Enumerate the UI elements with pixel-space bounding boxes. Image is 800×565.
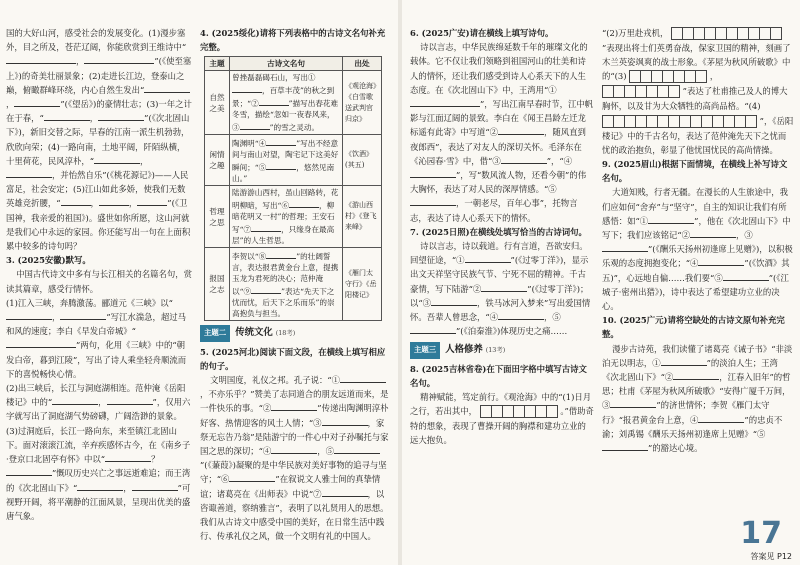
- text: ”慨叹历史兴亡之事远逝难追；而王湾的《次北固山下》“: [6, 468, 191, 493]
- text: ，并怡然自乐”(《桃花源记》)——人民富足，社会安定；(5)江山如此多娇，使我们无数英雄竞折腰，“: [6, 170, 189, 209]
- blank: [271, 401, 317, 411]
- blank: [322, 416, 368, 426]
- poem-passage-line: [6, 26, 192, 253]
- blank: [98, 111, 144, 121]
- text: 漫步古诗苑，我们读懂了诸葛亮《诫子书》“非淡泊无以明志，①: [602, 343, 793, 368]
- table-row: [205, 248, 382, 321]
- blank: [132, 481, 178, 491]
- source-cell: 《游山西村》《登飞来峰》: [343, 186, 382, 248]
- text: ，⑤: [544, 312, 561, 323]
- text: ”(《卫国神，我亲爱的祖国》)。盛世如你所愿，这山河就是我们心中永远的家园。你还能写出一句在上面积累中较多的诗句吗？: [6, 198, 191, 252]
- blank: [698, 256, 744, 266]
- blank: [498, 310, 544, 320]
- page-number-large: 17: [740, 516, 782, 551]
- text: ”的忠贞不渝；刘禹锡《酬乐天扬州初逢席上见赠》“⑤: [602, 414, 783, 439]
- theme-cell: 哲理之思: [205, 186, 230, 248]
- blank: [410, 168, 456, 178]
- blank: [14, 97, 60, 107]
- blank: [6, 338, 76, 348]
- text: ”，他在《次北固山下》中写下；我们应该铭记“②: [602, 215, 791, 241]
- text: ”(《江城子·密州出猎》)，诗中表达了希望建功立业的决心。: [602, 272, 789, 312]
- text: ，一朝老尽，百年心事”，托物言志，表达了诗人心系天下的情怀。: [410, 198, 578, 223]
- text: 诗以言志，中华民族绵延数千年的璀璨文化的载体。它不仅让我们领略到祖国河山的壮美和诗人的情怀，还让我们感受到诗人心系天下的人生态度。在《次北固山下》中，王湾用“①: [410, 42, 588, 95]
- text: ”，《岳阳楼记》中的千古名句，表达了范仲淹先天下之忧而忧的政治抱负，彰显了他忧国忧民的高尚情操。: [602, 115, 794, 155]
- blank: [6, 168, 52, 178]
- text: ”，“④: [546, 155, 573, 166]
- theme-cell: 自然之美: [205, 71, 230, 135]
- theme-cell: 闲情之趣: [205, 135, 230, 186]
- text: 大道知贱，行者无疆。在漫长的人生旅途中，我们应如何“舍弃”与“坚守”，自主的知识让我们有所感悟：如“①: [602, 187, 788, 226]
- text: ，③: [736, 230, 753, 241]
- text: ”写江水湍急，超过马和风的速度；李白《早发白帝城》“: [6, 312, 187, 337]
- text: ”写出不经意间与南山对望，陶宅记下这美好瞬间；“⑤: [232, 139, 339, 173]
- text: ，: [52, 312, 61, 323]
- text: ”(《蒹葭》)凝聚的是中华民族对美好事物的追寻与坚守；“⑥: [200, 460, 387, 485]
- text: ”(《饮酒》其五)”，心远地自偏……我们要“⑤: [602, 258, 790, 283]
- blank: [266, 160, 296, 170]
- blank: [84, 54, 154, 64]
- blank: [105, 452, 151, 462]
- answer-grid: [480, 405, 558, 418]
- text: ”的济世情怀；李贺《雁门太守行》“报君黄金台上意，④: [602, 400, 770, 425]
- blank: [289, 198, 319, 208]
- text: ”的壮阔誓言，表达报君黄金台上意，提携玉龙为君死的决心；范仲淹以“⑨: [232, 252, 339, 297]
- section-title: 人格修养: [445, 344, 483, 356]
- blank: [465, 253, 511, 263]
- text: 陶渊明“④: [232, 139, 267, 149]
- text: ”(《过零丁洋》)；以“③: [410, 283, 589, 308]
- text: ，只缘身在最高层”的人生哲思。: [232, 225, 335, 246]
- text: 文明国度，礼仪之邦。孔子说：“①: [210, 375, 340, 386]
- question-10-body: [602, 342, 794, 456]
- blank: [698, 413, 744, 423]
- blank: [229, 472, 275, 482]
- question-9-body: [602, 185, 794, 313]
- text: 曾挫磊磊碣石山，写出①: [232, 73, 316, 83]
- right-page: [402, 0, 800, 565]
- blank: [251, 284, 281, 294]
- text: ，: [89, 113, 99, 124]
- text: 陆游游山西村，虽山回路转，花明柳暗，写出“⑥: [232, 188, 339, 211]
- section-tag: 主题二: [200, 325, 230, 341]
- section-tag: 主题三: [410, 342, 440, 358]
- text: ”(《泊秦淮》)体现历史之痛……: [456, 326, 568, 337]
- blank: [481, 282, 527, 292]
- text: ”(《酬乐天扬州初逢席上见赠》)，以积极乐观的态度拥抱变化；“④: [602, 244, 793, 269]
- text: (3)过洞庭后，长江一路向东，来至镇江北固山下。面对滚滚江流，辛弃疾感怀古今，在《南乡子·登京口北固亭有怀》中以“: [6, 425, 191, 465]
- text: ，⑤: [317, 446, 335, 457]
- blank: [610, 398, 656, 408]
- blank: [723, 271, 769, 281]
- answer-grid: [602, 85, 680, 98]
- blank: [240, 120, 270, 130]
- question-7-body: [410, 239, 594, 338]
- blank: [266, 249, 296, 259]
- text: 李贺以“⑧: [232, 252, 267, 262]
- blank: [690, 228, 736, 238]
- theme-cell: 报国之志: [205, 248, 230, 321]
- table-header-cell: 古诗文名句: [230, 57, 343, 71]
- blank: [322, 487, 368, 497]
- text: 国的大好山河，感受社会的发展变化。(1)漫步塞外，目之所及，苍茫辽阔，你能欣赏到王维诗中“: [6, 28, 187, 53]
- section-header-character: [410, 342, 594, 358]
- answer-reference: 答案见 P12: [750, 552, 792, 561]
- blank: [501, 154, 547, 164]
- left-column-2: [200, 26, 390, 543]
- blank: [648, 214, 694, 224]
- text: ，以咨诹善道，察纳雅言”，表明了以礼贤用人的思想。我们从古诗文中感受中国的美好，在日常生活中践行、传承礼仪之风，做一个文明有礼的中国人。: [200, 488, 389, 542]
- blank: [6, 466, 52, 476]
- blank: [251, 222, 281, 232]
- table-row: [205, 186, 382, 248]
- answer-grid: [671, 27, 782, 40]
- text: ”，写“数风流人物，还看今朝”的伟大胸怀，表达了对人民的深厚情感。“⑤: [410, 170, 587, 195]
- section-count: (18考): [275, 329, 296, 338]
- answer-grid: [602, 115, 757, 128]
- text: ，: [140, 155, 149, 166]
- blank: [602, 441, 648, 451]
- blank: [99, 196, 129, 206]
- blank: [410, 97, 480, 107]
- blank: [673, 370, 719, 380]
- text: ，: [98, 397, 107, 408]
- question-5-body: [200, 373, 390, 543]
- lines-cell: [230, 71, 343, 135]
- blank: [661, 356, 707, 366]
- question-4-title: 4. (2025绥化)请将下列表格中的古诗文名句补充完整。: [200, 28, 386, 53]
- text: ”传递出陶渊明淳朴好客、热情迎客的风土人情；“③: [200, 403, 389, 428]
- text: ，家祭无忘告乃翁”是陆游宁的一件心中对子孙嘱托与家国之思的深切；“④: [200, 417, 389, 457]
- table-row: [205, 135, 382, 186]
- blank: [144, 83, 190, 93]
- blank: [498, 125, 544, 135]
- blank: [410, 196, 456, 206]
- blank: [431, 296, 477, 306]
- blank: [334, 444, 380, 454]
- text: ，: [123, 482, 132, 493]
- lines-cell: [230, 248, 343, 321]
- text: ，悠然见南山。”: [232, 163, 335, 184]
- blank: [77, 481, 123, 491]
- table-header-cell: 出处: [343, 57, 382, 71]
- blank: [94, 154, 140, 164]
- blank: [60, 310, 106, 320]
- text: ，江春入旧年”的哲思；杜甫《茅屋为秋风所破歌》“安得广厦千万间，③: [602, 372, 791, 411]
- question-3-part-2: [6, 381, 192, 424]
- text: 精神赋能，笃定前行。《观沧海》中的“(1)日月之行，若出其中，: [410, 392, 592, 417]
- text: 诗以言志，诗以载道。行有言道，吾欲安归。回望征途，“①: [410, 241, 588, 266]
- blank: [6, 310, 52, 320]
- answer-grid: [629, 70, 707, 83]
- text: ，: [90, 198, 99, 209]
- question-9-title: 9. (2025眉山)根据下面情境，在横线上补写诗文名句。: [602, 159, 788, 184]
- text: ”可视野开阔，将平潮静的江面风景，呈现出优美的盛唐气象。: [6, 482, 191, 521]
- question-7-title: 7. (2025日照)在横线处填写恰当的古诗词句。: [410, 226, 587, 237]
- blank: [340, 373, 386, 383]
- text: ？: [151, 454, 160, 465]
- section-header-traditional-culture: [200, 325, 390, 341]
- text: ”描写出春花难冬雪，描绘“忽如一夜春风来，③: [232, 99, 339, 133]
- left-column-1: [6, 26, 192, 523]
- text: ”的豁达心境。: [648, 443, 703, 454]
- text: ”表现出将士们英勇奋战，保家卫国的精神，刻画了木兰英姿飒爽的战士形象。《茅屋为秋风所破歌》中的“(3): [602, 43, 791, 82]
- right-column-1: [410, 26, 594, 448]
- table-row: [205, 71, 382, 135]
- question-3-part-3: [6, 424, 192, 523]
- left-page: [0, 0, 398, 565]
- text: ，: [6, 99, 15, 110]
- blank: [52, 395, 98, 405]
- table-header-cell: 主题: [205, 57, 230, 71]
- source-cell: 《饮酒》(其五): [343, 135, 382, 186]
- blank: [410, 324, 456, 334]
- text: ”，仅用六字就写出了洞庭湖气势磅礴，广阔浩渺的景象。: [6, 397, 191, 422]
- text: ”，写出江南早春时节，江中帆影与江面辽阔的景致。李白在《闻王昌龄左迁龙标遥有此寄》中写道“②: [410, 99, 594, 138]
- question-8-continued: [602, 26, 794, 157]
- text: 。”借助奇特的想象，表现了曹操开阔的胸襟和建功立业的远大抱负。: [410, 406, 594, 446]
- text: ”(《使至塞上》)的奇美壮丽景象；(2)走进长江边，登泰山之巅，俯瞰群峰环绕，内心自然生发出“: [6, 56, 192, 95]
- source-cell: 《雁门太守行》《岳阳楼记》: [343, 248, 382, 321]
- text: (2)出三峡后，长江与洞庭湖相连。范仲淹《岳阳楼记》中的“: [6, 383, 186, 408]
- question-8-title: 8. (2025吉林省卷)在下面田字格中填写古诗文名句。: [410, 363, 587, 388]
- blank: [271, 444, 317, 454]
- text: ”的雪之灵动。: [269, 123, 320, 133]
- text: “(2)万里赴戎机，: [602, 28, 669, 38]
- text: ，: [709, 71, 719, 82]
- poem-table: [204, 56, 382, 321]
- text: ”的淡泊人生；王湾《次北固山下》“②: [602, 357, 778, 383]
- blank: [107, 395, 153, 405]
- lines-cell: [230, 186, 343, 248]
- text: ”(《次北固山下》)，新旧交替之际，早春的江南一派生机勃勃，欣欣向荣；(4)一路向南，土地平阔，阡陌纵横，十里荷花，民风淳朴，“: [6, 113, 190, 166]
- text: ，: [128, 198, 138, 209]
- lines-cell: [230, 135, 343, 186]
- text: ”两句，化用《三峡》中的“朝发白帝，暮到江陵”，写出了诗人乘坐轻舟顺流而下的喜悦畅快心情。: [6, 340, 187, 379]
- question-10-title: 10. (2025广元)请将空缺处的古诗文原句补充完整。: [602, 315, 785, 340]
- text: ，: [76, 56, 85, 67]
- blank: [6, 54, 76, 64]
- text: ”表达了杜甫推己及人的博大胸怀，以及甘为大众牺牲的高尚品格。“(4): [602, 86, 788, 112]
- blank: [259, 96, 289, 106]
- section-count: (13考): [485, 346, 506, 355]
- section-title: 传统文化: [235, 327, 273, 339]
- question-5-title: 5. (2025河北)阅读下面文段，在横线上填写相应的句子。: [200, 346, 386, 371]
- blank: [232, 83, 262, 93]
- blank: [61, 196, 91, 206]
- right-column-2: [602, 26, 794, 455]
- question-8-body: [410, 390, 594, 448]
- question-3-intro: 中国古代诗文中多有与长江相关的名篇名句，赏读其篇章，感受行情怀。: [6, 269, 192, 294]
- text: ，柳暗花明又一村”的哲理；王安石写“⑦: [232, 201, 335, 235]
- text: ”(《过零丁洋》)，显示出文天祥坚守民族气节、宁死不屈的精神。千古豪情，写下陆游“②: [410, 255, 589, 294]
- text: ，随风直到夜郎西”，表达了对友人的深切关怀。毛泽东在《沁园春·雪》中，借“③: [410, 127, 586, 166]
- blank: [44, 111, 90, 121]
- blank: [137, 196, 167, 206]
- text: ”在叙说文人雅士间的真挚情谊；诸葛亮在《出师表》中说“⑦: [200, 474, 381, 499]
- question-3-title: 3. (2025安徽)默写。: [6, 255, 91, 266]
- question-6-body: [410, 40, 594, 225]
- text: (1)江入三峡，奔腾激荡。郦道元《三峡》以“: [6, 297, 173, 308]
- source-cell: 《观沧海》《白雪歌送武判官归京》: [343, 71, 382, 135]
- text: ，铁马冰河入梦来”写出爱国情怀。吾辈人曾思念，“④: [410, 297, 591, 323]
- table-header-row: [205, 57, 382, 71]
- text: ，不亦乐乎？”赞美了志同道合的朋友远道而来，是一件快乐的事。“②: [200, 389, 389, 414]
- text: ”表达“先天下之忧而忧，后天下之乐而乐”的崇高抱负与担当。: [232, 287, 335, 319]
- question-3-body: [6, 296, 192, 381]
- blank: [602, 242, 648, 252]
- text: ”(《望岳》)的豪情壮志；(3)一年之计在于春，“: [6, 99, 192, 124]
- question-6-title: 6. (2025广安)请在横线上填写诗句。: [410, 28, 554, 38]
- text: ，百草丰茂”的秋之到景；“②: [232, 86, 335, 109]
- blank: [266, 136, 296, 146]
